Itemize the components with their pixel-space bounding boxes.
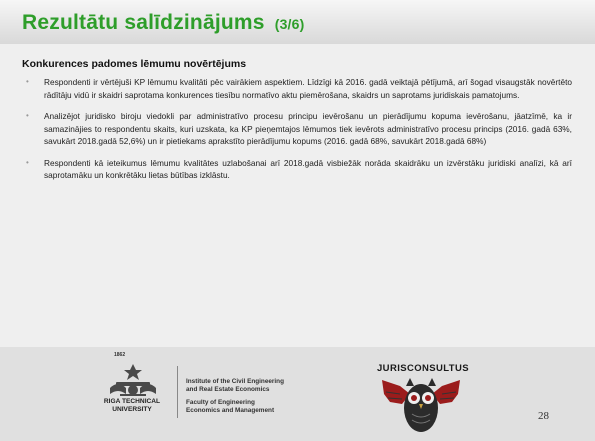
partner-name: JURISCONSULTUS — [377, 363, 469, 374]
slide-title-text: Rezultātu salīdzinājums — [22, 11, 265, 34]
faculty-line1: Faculty of Engineering — [186, 399, 255, 406]
slide-counter: (3/6) — [274, 16, 305, 32]
title-bar — [0, 0, 595, 44]
faculty-name — [186, 399, 326, 415]
page-number: 28 — [538, 410, 549, 422]
bullet-item — [22, 76, 572, 101]
bullet-item — [22, 110, 572, 148]
bullet-list — [22, 76, 572, 191]
bullet-text: Analizējot juridisko biroju viedokli par administratīvo procesu principu ievērošanu un pierādījumu kopuma ievērošanu, jāatzīmē, ka ir samazinājies to respondentu skaits, kuri uzskata, ka KP pieņemtajos lēmumos tiek ievērots administratīvo procesu princips (2016. gadā 63%, savukārt 2018.gadā 52,6%) un ir pietiekams aprakstīto pierādījumu kopums (2016. gadā 68%, savukārt 2018.gadā 68%) — [44, 111, 572, 146]
institute-line2: and Real Estate Economics — [186, 386, 270, 393]
institute-name — [186, 378, 326, 394]
bullet-text: Respondenti kā ieteikumus lēmumu kvalitātes uzlabošanai arī 2018.gadā visbiežāk norāda skaidrāku un izvērstāku juridiski analīzi, kā arī saprotamāku un konkrētāku lietas būtības izklāstu. — [44, 157, 572, 180]
institute-line1: Institute of the Civil Engineering — [186, 378, 284, 385]
rtu-year: 1862 — [114, 352, 126, 358]
bullet-icon: • — [26, 77, 29, 86]
footer-divider — [177, 366, 178, 418]
owl-logo-icon — [380, 374, 462, 436]
bullet-item — [22, 157, 572, 182]
bullet-icon: • — [26, 157, 29, 167]
section-heading: Konkurences padomes lēmumu novērtējums — [22, 58, 247, 70]
rtu-name — [92, 398, 172, 414]
footer — [0, 347, 595, 441]
rtu-name-line1: RIGA TECHNICAL — [103, 398, 161, 405]
bullet-icon: • — [26, 111, 29, 120]
faculty-line2: Economics and Management — [186, 407, 275, 414]
slide-title — [22, 11, 305, 35]
rtu-name-line2: UNIVERSITY — [112, 406, 152, 413]
bullet-text: Respondenti ir vērtējuši KP lēmumu kvalitāti pēc vairākiem aspektiem. Līdzīgi kā 2016. gadā veiktajā pētījumā, arī šogad visaugstāk novērtēto rādītāju vidū ir skaidri saprotama konkurences tiesību normatīvo aktu piemērošana, skaidrs un saprotams juridiskais pamatojums. — [44, 77, 572, 100]
